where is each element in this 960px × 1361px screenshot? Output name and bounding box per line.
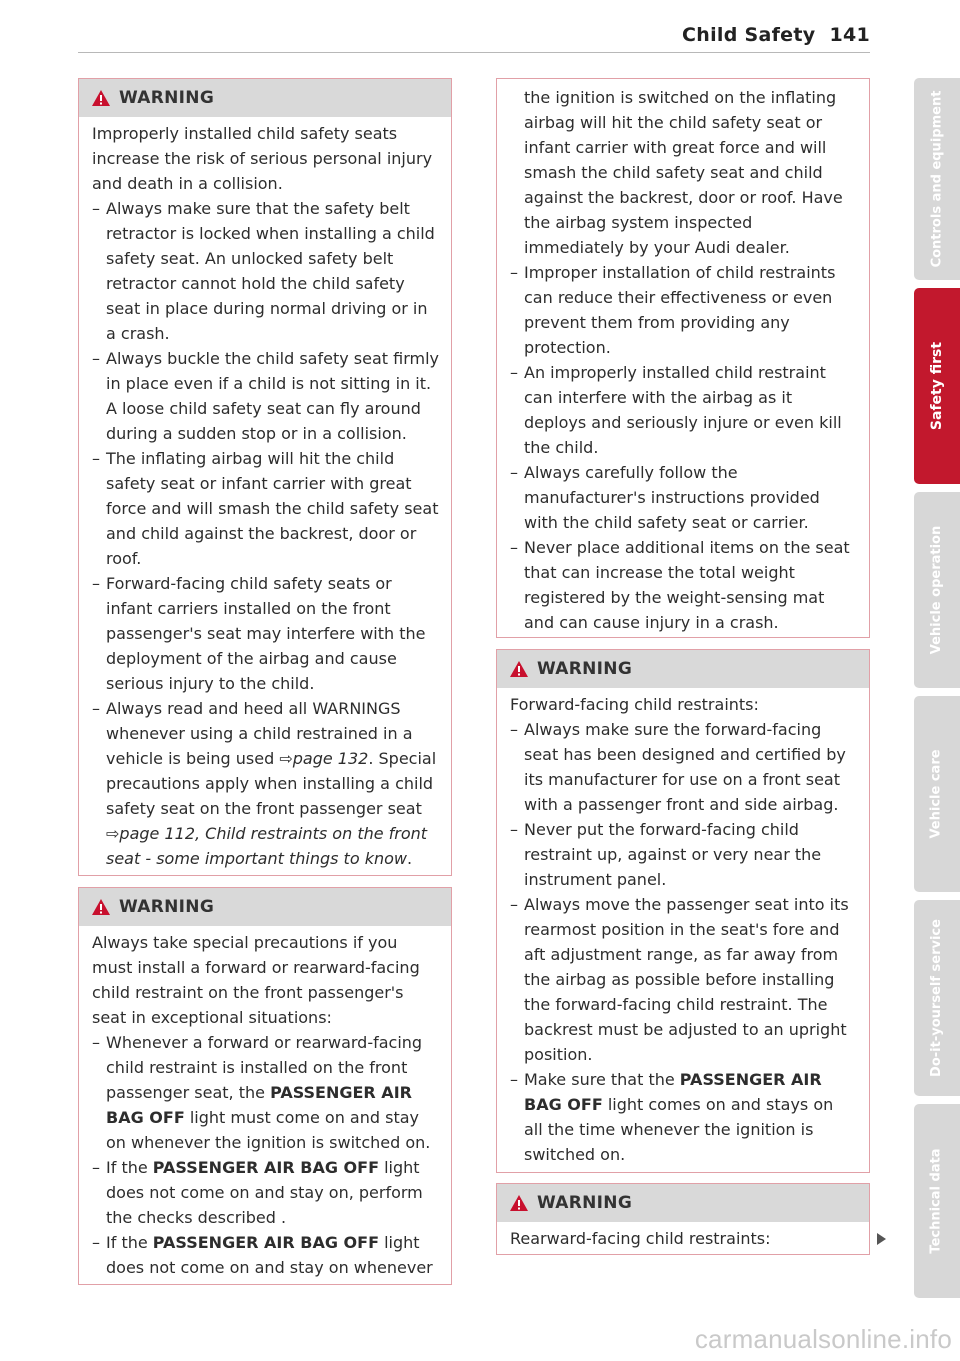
warning-intro: Improperly installed child safety seats increase the risk of serious personal injury and death in a collision. — [92, 124, 433, 193]
warning-triangle-icon — [91, 898, 111, 916]
warning-header — [497, 1184, 869, 1222]
warning-intro: Rearward-facing child restraints: — [510, 1229, 771, 1248]
warning-box-1 — [78, 78, 452, 876]
page-reference-link[interactable]: ⇨page 112, Child restraints on the front seat - some important things to know — [106, 824, 428, 868]
list-item: – Never put the forward-facing child restraint up, against or very near the instrument panel. — [510, 817, 857, 892]
list-item: – Always make sure the forward-facing seat has been designed and certified by its manufacturer for use on a front seat with a passenger front and side airbag. — [510, 717, 857, 817]
warning-box-forward-facing — [496, 649, 870, 1173]
list-item: – Always move the passenger seat into its rearmost position in the seat's fore and aft adjustment range, as far away from the airbag as possible before installing the forward-facing child restraint. The backrest must be adjusted to an upright position. — [510, 892, 857, 1067]
warning-list — [510, 717, 857, 1167]
warning-header — [79, 79, 451, 117]
warning-box-rearward-facing — [496, 1183, 870, 1255]
list-item: – Always read and heed all WARNINGS whenever using a child restrained in a vehicle is being used ⇨page 132. Special precautions apply when installing a child safety seat on the front passenger seat ⇨page 112, Child restraints on the front seat - some important things to know. — [92, 696, 439, 871]
page-reference-link[interactable]: ⇨page 132 — [279, 749, 369, 768]
tab-do-it-yourself-service[interactable]: Do-it-yourself service — [914, 900, 960, 1096]
list-item: – If the PASSENGER AIR BAG OFF light does not come on and stay on whenever — [92, 1230, 439, 1280]
warning-box-continued — [496, 78, 870, 638]
warning-triangle-icon — [509, 660, 529, 678]
watermark: carmanualsonline.info — [694, 1324, 952, 1354]
header-rule — [78, 52, 870, 53]
warning-title: WARNING — [537, 1193, 633, 1213]
warning-body — [497, 79, 869, 641]
continue-arrow-icon — [877, 1233, 886, 1245]
warning-body — [79, 117, 451, 877]
warning-list — [92, 1030, 439, 1280]
warning-header — [497, 650, 869, 688]
tab-vehicle-care[interactable]: Vehicle care — [914, 696, 960, 892]
list-item: – An improperly installed child restraint can interfere with the airbag as it deploys and seriously injure or even kill the child. — [510, 360, 857, 460]
page-number: 141 — [829, 24, 870, 46]
arrow-right-icon: ⇨ — [279, 749, 293, 768]
list-item: – Forward-facing child safety seats or infant carriers installed on the front passenger's seat may interfere with the deployment of the airbag and cause serious injury to the child. — [92, 571, 439, 696]
warning-triangle-icon — [509, 1194, 529, 1212]
list-item: – Always make sure that the safety belt retractor is locked when installing a child safety seat. An unlocked safety belt retractor cannot hold the child safety seat in place during normal driving or in a crash. — [92, 196, 439, 346]
running-header — [682, 24, 870, 46]
list-item: – Make sure that the PASSENGER AIR BAG OFF light comes on and stays on all the time whenever the ignition is switched on. — [510, 1067, 857, 1167]
warning-header — [79, 888, 451, 926]
warning-title: WARNING — [537, 659, 633, 679]
warning-intro: Forward-facing child restraints: — [510, 695, 759, 714]
warning-box-2 — [78, 887, 452, 1285]
warning-title: WARNING — [119, 88, 215, 108]
list-item: – The inflating airbag will hit the child safety seat or infant carrier with great force and will smash the child safety seat and child against the backrest, door or roof. — [92, 446, 439, 571]
warning-triangle-icon — [91, 89, 111, 107]
tab-vehicle-operation[interactable]: Vehicle operation — [914, 492, 960, 688]
list-item: – Always buckle the child safety seat firmly in place even if a child is not sitting in it. A loose child safety seat can fly around during a sudden stop or in a collision. — [92, 346, 439, 446]
list-item: – Improper installation of child restraints can reduce their effectiveness or even prevent them from providing any protection. — [510, 260, 857, 360]
warning-intro: Always take special precautions if you must install a forward or rearward-facing child restraint on the front passenger's seat in exceptional situations: — [92, 933, 420, 1027]
tab-technical-data[interactable]: Technical data — [914, 1104, 960, 1298]
warning-list — [92, 196, 439, 871]
list-item: – Never place additional items on the seat that can increase the total weight registered by the weight-sensing mat and can cause injury in a crash. — [510, 535, 857, 635]
list-item: – Whenever a forward or rearward-facing child restraint is installed on the front passenger seat, the PASSENGER AIR BAG OFF light must come on and stay on whenever the ignition is switched on. — [92, 1030, 439, 1155]
warning-title: WARNING — [119, 897, 215, 917]
warning-body — [79, 926, 451, 1286]
list-item: – Always carefully follow the manufacturer's instructions provided with the child safety seat or carrier. — [510, 460, 857, 535]
section-title: Child Safety — [682, 24, 816, 46]
list-item: – If the PASSENGER AIR BAG OFF light does not come on and stay on, perform the checks described . — [92, 1155, 439, 1230]
warning-body — [497, 1222, 869, 1257]
tab-safety-first[interactable]: Safety first — [914, 288, 960, 484]
warning-continuation: the ignition is switched on the inflating airbag will hit the child safety seat or infant carrier with great force and will smash the child safety seat and child against the backrest, door or roof. Have the airbag system inspected immediately by your Audi dealer. — [524, 88, 843, 257]
warning-list — [510, 260, 857, 635]
arrow-right-icon: ⇨ — [106, 824, 120, 843]
warning-body — [497, 688, 869, 1173]
tab-controls-and-equipment[interactable]: Controls and equipment — [914, 78, 960, 280]
